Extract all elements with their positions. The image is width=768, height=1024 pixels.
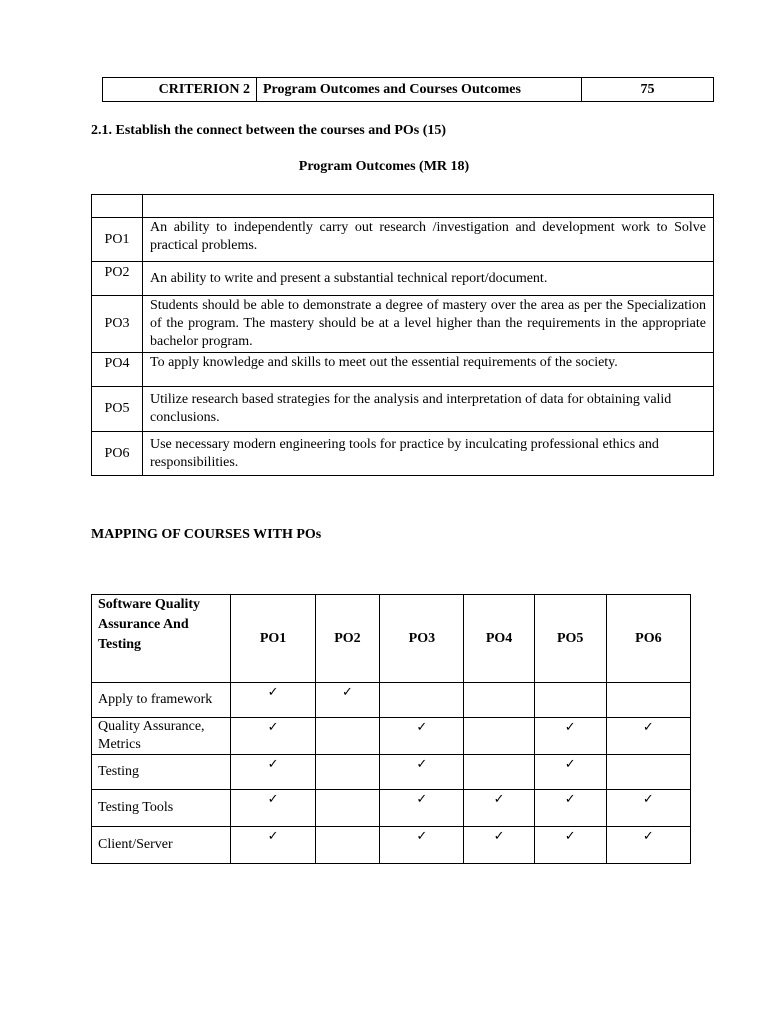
po-row: [92, 262, 714, 296]
po-table-empty-row: [92, 195, 714, 218]
mapping-row: [92, 827, 691, 864]
check-mark-icon: ✓: [231, 790, 315, 827]
empty-mapping-cell: [606, 683, 690, 718]
mapping-row: [92, 790, 691, 827]
po-code: PO1: [92, 218, 143, 262]
empty-mapping-cell: [534, 683, 606, 718]
check-mark-icon: ✓: [534, 755, 606, 790]
check-mark-icon: ✓: [534, 718, 606, 755]
mapping-body: [92, 683, 691, 864]
check-mark-icon: ✓: [534, 827, 606, 864]
po-column-header: PO1: [231, 595, 315, 683]
course-name: Testing Tools: [92, 790, 231, 827]
empty-mapping-cell: [464, 718, 534, 755]
empty-mapping-cell: [464, 755, 534, 790]
po-column-header: PO2: [315, 595, 380, 683]
empty-mapping-cell: [380, 683, 464, 718]
mapping-title: MAPPING OF COURSES WITH POs: [91, 527, 322, 542]
criterion-label: CRITERION 2: [103, 78, 257, 102]
mapping-row: [92, 683, 691, 718]
po-description: An ability to write and present a substantial technical report/document.: [143, 262, 714, 296]
check-mark-icon: ✓: [464, 790, 534, 827]
criterion-header-table: [102, 77, 714, 102]
po-code: PO6: [92, 432, 143, 476]
empty-mapping-cell: [464, 683, 534, 718]
check-mark-icon: ✓: [606, 790, 690, 827]
check-mark-icon: ✓: [534, 790, 606, 827]
course-name: Client/Server: [92, 827, 231, 864]
check-mark-icon: ✓: [231, 718, 315, 755]
check-mark-icon: ✓: [464, 827, 534, 864]
po-code: PO3: [92, 296, 143, 353]
po-column-header: PO3: [380, 595, 464, 683]
po-row: [92, 296, 714, 353]
criterion-header-row: [103, 78, 714, 102]
criterion-title: Program Outcomes and Courses Outcomes: [257, 78, 582, 102]
check-mark-icon: ✓: [231, 683, 315, 718]
check-mark-icon: ✓: [380, 790, 464, 827]
po-empty-cell: [92, 195, 143, 218]
check-mark-icon: ✓: [231, 827, 315, 864]
check-mark-icon: ✓: [315, 683, 380, 718]
mapping-header-row: [92, 595, 691, 683]
po-description: To apply knowledge and skills to meet out the essential requirements of the society.: [143, 353, 714, 387]
check-mark-icon: ✓: [380, 755, 464, 790]
po-column-header: PO5: [534, 595, 606, 683]
course-po-mapping-table: [91, 594, 691, 864]
course-name: Apply to framework: [92, 683, 231, 718]
po-description: Students should be able to demonstrate a degree of mastery over the area as per the Specialization of the program. The mastery should be at a level higher than the requirements in the appropriate bachelor program.: [143, 296, 714, 353]
check-mark-icon: ✓: [231, 755, 315, 790]
po-row: [92, 218, 714, 262]
course-header: Software Quality Assurance And Testing: [92, 595, 231, 683]
section-title: 2.1. Establish the connect between the courses and POs (15): [91, 123, 447, 138]
course-name: Testing: [92, 755, 231, 790]
check-mark-icon: ✓: [380, 827, 464, 864]
po-row: [92, 387, 714, 432]
empty-mapping-cell: [315, 718, 380, 755]
check-mark-icon: ✓: [380, 718, 464, 755]
empty-mapping-cell: [315, 755, 380, 790]
po-code: PO5: [92, 387, 143, 432]
empty-mapping-cell: [315, 827, 380, 864]
mapping-row: [92, 755, 691, 790]
empty-mapping-cell: [606, 755, 690, 790]
empty-mapping-cell: [315, 790, 380, 827]
po-row: [92, 432, 714, 476]
po-empty-cell: [143, 195, 714, 218]
check-mark-icon: ✓: [606, 827, 690, 864]
po-code: PO2: [92, 262, 143, 296]
criterion-marks: 75: [582, 78, 714, 102]
po-column-header: PO4: [464, 595, 534, 683]
po-code: PO4: [92, 353, 143, 387]
po-description: Utilize research based strategies for the analysis and interpretation of data for obtaining valid conclusions.: [143, 387, 714, 432]
program-outcomes-table: [91, 194, 714, 476]
course-name: Quality Assurance, Metrics: [92, 718, 231, 755]
mapping-row: [92, 718, 691, 755]
check-mark-icon: ✓: [606, 718, 690, 755]
po-column-header: PO6: [606, 595, 690, 683]
po-description: Use necessary modern engineering tools for practice by inculcating professional ethics and responsibilities.: [143, 432, 714, 476]
program-outcomes-title: Program Outcomes (MR 18): [298, 159, 470, 174]
po-row: [92, 353, 714, 387]
po-description: An ability to independently carry out research /investigation and development work to Solve practical problems.: [143, 218, 714, 262]
